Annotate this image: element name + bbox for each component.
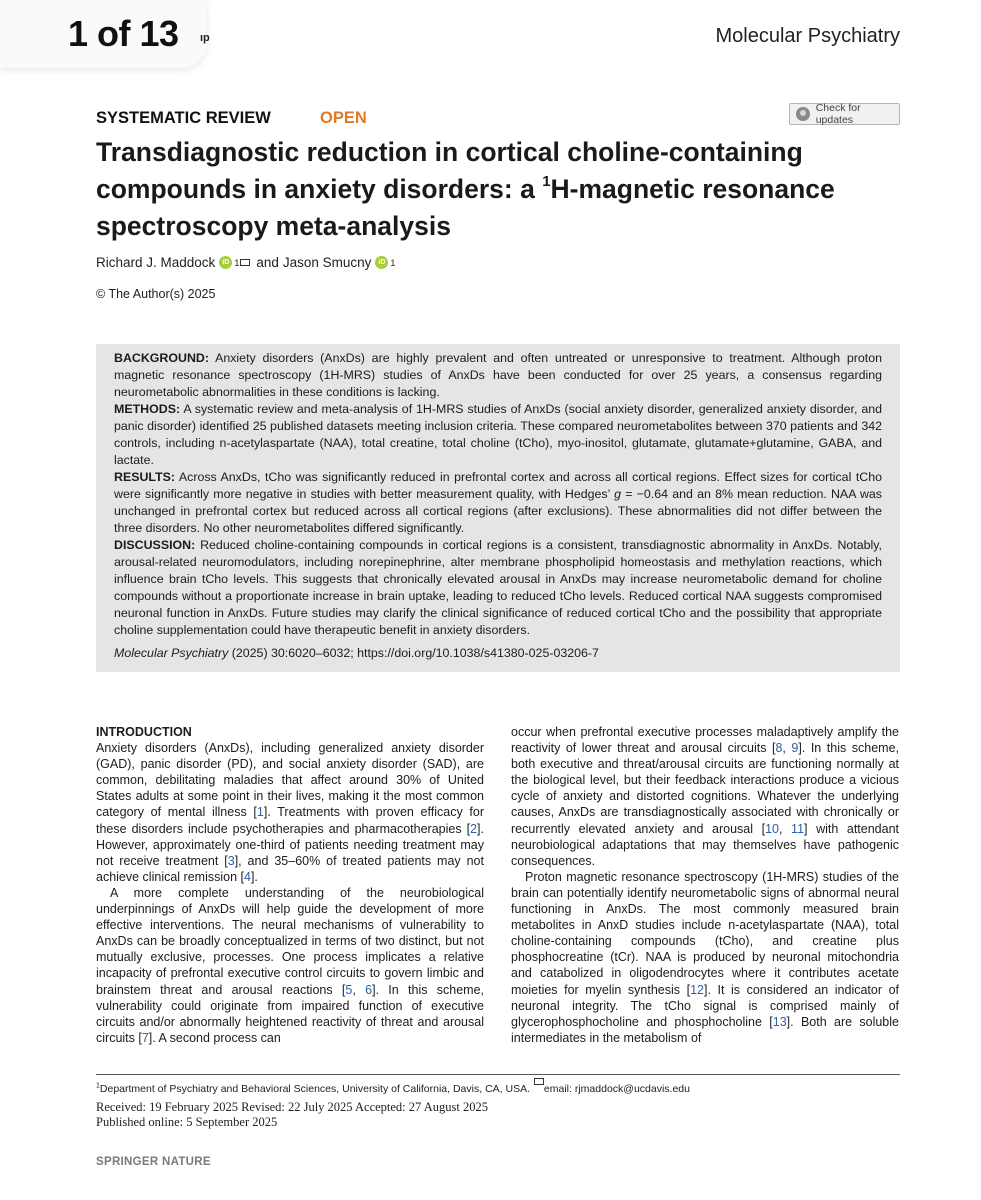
author-conjunction: and (256, 255, 279, 270)
section-heading-introduction: INTRODUCTION (96, 725, 192, 739)
reference-link[interactable]: 2 (470, 821, 478, 836)
received-dates: Received: 19 February 2025 Revised: 22 July 2025 Accepted: 27 August 2025 (96, 1100, 488, 1114)
footnote-divider (96, 1074, 900, 1075)
publisher-logo: SPRINGER NATURE (96, 1156, 211, 1168)
body-paragraph: Anxiety disorders (AnxDs), including generalized anxiety disorder (GAD), panic disorder (PD), and social anxiety disorder (SAD), are common, debilitating maladies that affect around 30% of United States adults at some point in their lives, making it the most common category of mental illness [1]. Treatments with proven efficacy for these disorders include psychotherapies and pharmacotherapies [2]. However, approximately one-third of patients needing treatment may not receive treatment [3], and 35–60% of treated patients may not achieve clinical remission [4]. (96, 741, 484, 884)
journal-name: Molecular Psychiatry (715, 25, 900, 47)
abstract-discussion (114, 537, 882, 639)
body-paragraph: occur when prefrontal executive processes maladaptively amplify the reactivity of lower threat and arousal circuits [8, 9]. In this scheme, both executive and threat/arousal circuits are functioning normally at the biological level, but their feedback interactions produce a vicious cycle of anxiety and distorted cognitions. Whatever the underlying causes, AnxDs are transdiagnostically associated with chronically or recurrently elevated anxiety and arousal [10, 11] with attendant neurobiological adaptations that may themselves have pathogenic consequences. (511, 725, 900, 868)
discussion-label: DISCUSSION: (114, 538, 196, 552)
check-for-updates-button[interactable] (789, 103, 900, 125)
abstract-box (96, 344, 900, 672)
reference-link[interactable]: 10 (765, 821, 779, 836)
email-address[interactable]: email: rjmaddock@ucdavis.edu (543, 1083, 690, 1095)
reference-link[interactable]: 4 (243, 869, 251, 884)
results-text-cont: = −0.64 and an 8% mean reduction. NAA was unchanged in prefrontal cortex but reduced across all cortical regions (after exclusions). These abnormalities did not differ between the three disorders. No other neurometabolites differed significantly. (114, 487, 883, 535)
article-type-label: SYSTEMATIC REVIEW (96, 109, 271, 127)
reference-link[interactable]: 11 (791, 821, 805, 836)
results-hedges-g: g (614, 487, 622, 501)
footnote-marker: 1 (96, 1082, 100, 1090)
hidden-logo-fragment: ıp (200, 32, 210, 44)
affiliation-footnote (96, 1078, 690, 1095)
methods-text: A systematic review and meta-analysis of 1H-MRS studies of AnxDs (social anxiety disorder, generalized anxiety disorder, and panic disorder) identified 25 published datasets meeting inclusion criteria. These compared neurometabolites between 370 patients and 342 controls, including n-acetylaspartate (NAA), total creatine, total choline (tCho), myo-inositol, glutamate, glutamate+glutamine, GABA, and lactate. (114, 402, 882, 467)
abstract-methods (114, 401, 882, 469)
discussion-text: Reduced choline-containing compounds in cortical regions is a consistent, transdiagnostic abnormality in AnxDs. Notably, arousal-related neuromodulators, including norepinephrine, alter membrane phospholipid homeostasis and methylation reactions, which influence brain tCho levels. This suggests that chronically elevated arousal in AnxDs may increase neurometabolic demand for choline compounds without a proportionate increase in brain uptake, leading to reduced tCho levels. Reduced cortical NAA suggests compromised neuronal function in AnxDs. Future studies may clarify the clinical significance of reduced cortical tCho and the possibility that appropriate choline supplementation could have therapeutic benefit in anxiety disorders. (114, 538, 882, 637)
results-text: Across AnxDs, tCho was significantly reduced in prefrontal cortex and across all cortical regions. Effect sizes for cortical tCho were significantly more negative in studies with better measurement quality, with Hedges’ (114, 470, 882, 501)
author-list (96, 255, 395, 270)
title-part1: Transdiagnostic reduction in cortical choline-containing compounds in anxiety disorders: a (96, 137, 803, 204)
reference-link[interactable]: 9 (791, 741, 799, 756)
abstract-results (114, 469, 882, 537)
affiliation-marker: 1 (390, 257, 396, 268)
reference-link[interactable]: 5 (345, 982, 353, 997)
body-paragraph: Proton magnetic resonance spectroscopy (1H-MRS) studies of the brain can potentially identify neurometabolic signs of abnormal neural functioning in AnxDs. The most commonly measured brain metabolites in AnxD studies include n-acetylaspartate (NAA), total choline-containing compounds (tCho), and creatine plus phosphocreatine (tCr). NAA is produced by neuronal mitochondria and catabolized in oligodendrocytes where it contributes acetate moieties for myelin synthesis [12]. It is considered an indicator of neuronal integrity. The tCho signal is comprised mainly of glycerophosphocholine and phosphocholine [13]. Both are soluble intermediates in the metabolism of (511, 869, 899, 1045)
open-access-label: OPEN (320, 109, 367, 127)
email-icon (534, 1078, 544, 1085)
citation-journal: Molecular Psychiatry (114, 646, 229, 660)
author-name[interactable]: Richard J. Maddock (96, 255, 216, 270)
reference-link[interactable]: 12 (690, 982, 704, 997)
copyright-notice: © The Author(s) 2025 (96, 287, 216, 301)
abstract-background (114, 350, 882, 401)
article-history (96, 1100, 488, 1130)
title-part2: H-magnetic resonance spectroscopy meta-analysis (96, 174, 835, 241)
body-column-right (511, 724, 899, 1046)
reference-link[interactable]: 3 (227, 853, 235, 868)
published-date: Published online: 5 September 2025 (96, 1115, 278, 1129)
citation-line (114, 645, 882, 662)
reference-link[interactable]: 8 (775, 741, 783, 756)
results-label: RESULTS: (114, 470, 176, 484)
author-name[interactable]: Jason Smucny (282, 255, 372, 270)
reference-link[interactable]: 7 (141, 1030, 149, 1045)
citation-doi[interactable]: (2025) 30:6020–6032; https://doi.org/10.1038/s41380-025-03206-7 (228, 646, 599, 660)
title-superscript: 1 (542, 173, 551, 190)
check-for-updates-label: Check for updates (815, 102, 861, 126)
affiliation-text: Department of Psychiatry and Behavioral Sciences, University of California, Davis, CA, USA. (99, 1083, 530, 1095)
affiliation-marker: 1 (234, 257, 240, 268)
orcid-icon[interactable]: iD (375, 256, 388, 269)
page-counter (0, 0, 206, 68)
background-text: Anxiety disorders (AnxDs) are highly prevalent and often untreated or unresponsive to treatment. Although proton magnetic resonance spectroscopy (1H-MRS) studies of AnxDs have been conducted for over 25 years, a consensus regarding neurometabolic abnormalities in these conditions is lacking. (114, 351, 883, 399)
article-title (96, 134, 886, 245)
background-label: BACKGROUND: (114, 351, 209, 365)
body-paragraph: A more complete understanding of the neurobiological underpinnings of AnxDs will help guide the development of more effective interventions. The neural mechanisms of vulnerability to AnxDs can be broadly conceptualized in terms of two distinct, but not mutually exclusive, processes. One process implicates a relative incapacity of prefrontal executive control circuits to govern limbic and brainstem threat and arousal reactions [5, 6]. In this scheme, vulnerability could originate from impaired function of executive circuits and/or abnormally heightened reactivity of threat and arousal circuits [7]. A second process can (96, 885, 485, 1045)
orcid-icon[interactable]: iD (219, 256, 232, 269)
body-column-left (96, 724, 484, 1046)
methods-label: METHODS: (114, 402, 181, 416)
reference-link[interactable]: 13 (772, 1014, 787, 1029)
crossmark-icon (796, 107, 810, 121)
reference-link[interactable]: 1 (256, 805, 264, 820)
email-icon[interactable] (240, 259, 250, 266)
page-counter-text: 1 of 13 (68, 13, 179, 54)
reference-link[interactable]: 6 (365, 982, 373, 997)
